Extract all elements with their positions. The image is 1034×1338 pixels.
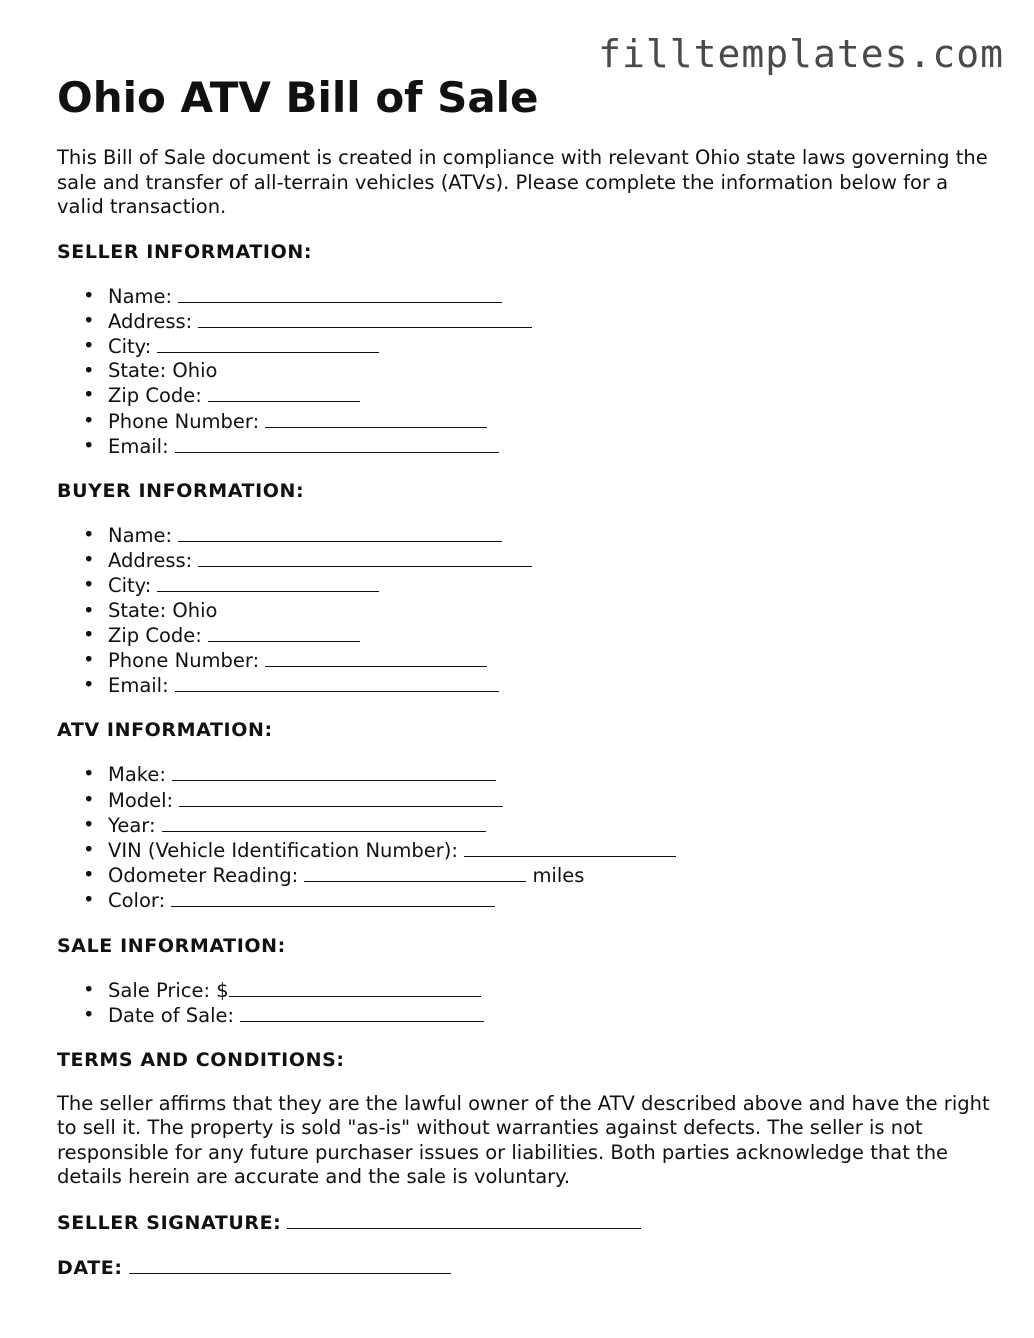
signature-date-blank[interactable]: [129, 1255, 451, 1274]
buyer-city-blank[interactable]: [157, 573, 379, 592]
seller-signature-line[interactable]: SELLER SIGNATURE:: [57, 1210, 997, 1235]
watermark: filltemplates.com: [598, 32, 1004, 76]
terms-heading: TERMS AND CONDITIONS:: [57, 1048, 345, 1071]
buyer-name-blank[interactable]: [178, 523, 502, 542]
seller-address-field[interactable]: • Address:: [108, 309, 997, 334]
buyer-name-field[interactable]: • Name:: [108, 523, 997, 548]
intro-paragraph: This Bill of Sale document is created in compliance with relevant Ohio state laws governing the sale and transfer of all-terrain vehicles (ATVs). Please complete the information below for a valid transaction.: [57, 146, 988, 218]
buyer-address-blank[interactable]: [198, 548, 532, 567]
buyer-email-field[interactable]: • Email:: [108, 673, 997, 698]
atv-model-field[interactable]: • Model:: [108, 788, 997, 813]
atv-make-field[interactable]: • Make:: [108, 762, 997, 787]
atv-vin-blank[interactable]: [464, 838, 676, 857]
atv-color-blank[interactable]: [171, 888, 495, 907]
signature-date-line[interactable]: DATE:: [57, 1255, 997, 1280]
atv-year-field[interactable]: • Year:: [108, 813, 997, 838]
seller-zip-field[interactable]: • Zip Code:: [108, 383, 997, 408]
seller-city-field[interactable]: • City:: [108, 334, 997, 359]
atv-color-field[interactable]: • Color:: [108, 888, 997, 913]
seller-address-blank[interactable]: [198, 309, 532, 328]
sale-price-field[interactable]: • Sale Price: $: [108, 978, 997, 1003]
atv-odometer-field[interactable]: • Odometer Reading: miles: [108, 863, 997, 888]
seller-name-blank[interactable]: [178, 284, 502, 303]
seller-zip-blank[interactable]: [208, 383, 360, 402]
atv-fields: [57, 762, 997, 913]
atv-odometer-blank[interactable]: [304, 863, 526, 882]
sale-heading: SALE INFORMATION:: [57, 934, 286, 957]
atv-heading: ATV INFORMATION:: [57, 719, 273, 742]
seller-fields: [57, 284, 997, 459]
odometer-unit: miles: [532, 864, 585, 888]
seller-signature-blank[interactable]: [287, 1210, 641, 1229]
atv-make-blank[interactable]: [172, 762, 496, 781]
buyer-fields: [57, 523, 997, 698]
buyer-city-field[interactable]: • City:: [108, 573, 997, 598]
document-body: [57, 70, 997, 1280]
atv-year-blank[interactable]: [162, 813, 486, 832]
buyer-state-field: • State: Ohio: [108, 599, 997, 623]
buyer-zip-blank[interactable]: [208, 623, 360, 642]
buyer-zip-field[interactable]: • Zip Code:: [108, 623, 997, 648]
terms-paragraph: The seller affirms that they are the lawful owner of the ATV described above and have the right to sell it. The property is sold "as-is" without warranties against defects. The seller is not responsible for any future purchaser issues or liabilities. Both parties acknowledge that the details herein are accurate and the sale is voluntary.: [57, 1091, 990, 1189]
sale-fields: [57, 978, 997, 1028]
seller-heading: SELLER INFORMATION:: [57, 240, 313, 263]
sale-date-field[interactable]: • Date of Sale:: [108, 1003, 997, 1028]
page-title: Ohio ATV Bill of Sale: [57, 73, 539, 122]
seller-phone-blank[interactable]: [265, 409, 487, 428]
seller-name-field[interactable]: • Name:: [108, 284, 997, 309]
buyer-address-field[interactable]: • Address:: [108, 548, 997, 573]
seller-city-blank[interactable]: [157, 334, 379, 353]
buyer-phone-field[interactable]: • Phone Number:: [108, 648, 997, 673]
atv-vin-field[interactable]: • VIN (Vehicle Identification Number):: [108, 838, 997, 863]
seller-email-field[interactable]: • Email:: [108, 434, 997, 459]
sale-date-blank[interactable]: [240, 1003, 484, 1022]
buyer-heading: BUYER INFORMATION:: [57, 479, 305, 502]
seller-email-blank[interactable]: [175, 434, 499, 453]
seller-state-field: • State: Ohio: [108, 359, 997, 383]
sale-price-blank[interactable]: [229, 978, 481, 997]
buyer-phone-blank[interactable]: [265, 648, 487, 667]
atv-model-blank[interactable]: [179, 788, 503, 807]
seller-phone-field[interactable]: • Phone Number:: [108, 409, 997, 434]
buyer-email-blank[interactable]: [175, 673, 499, 692]
